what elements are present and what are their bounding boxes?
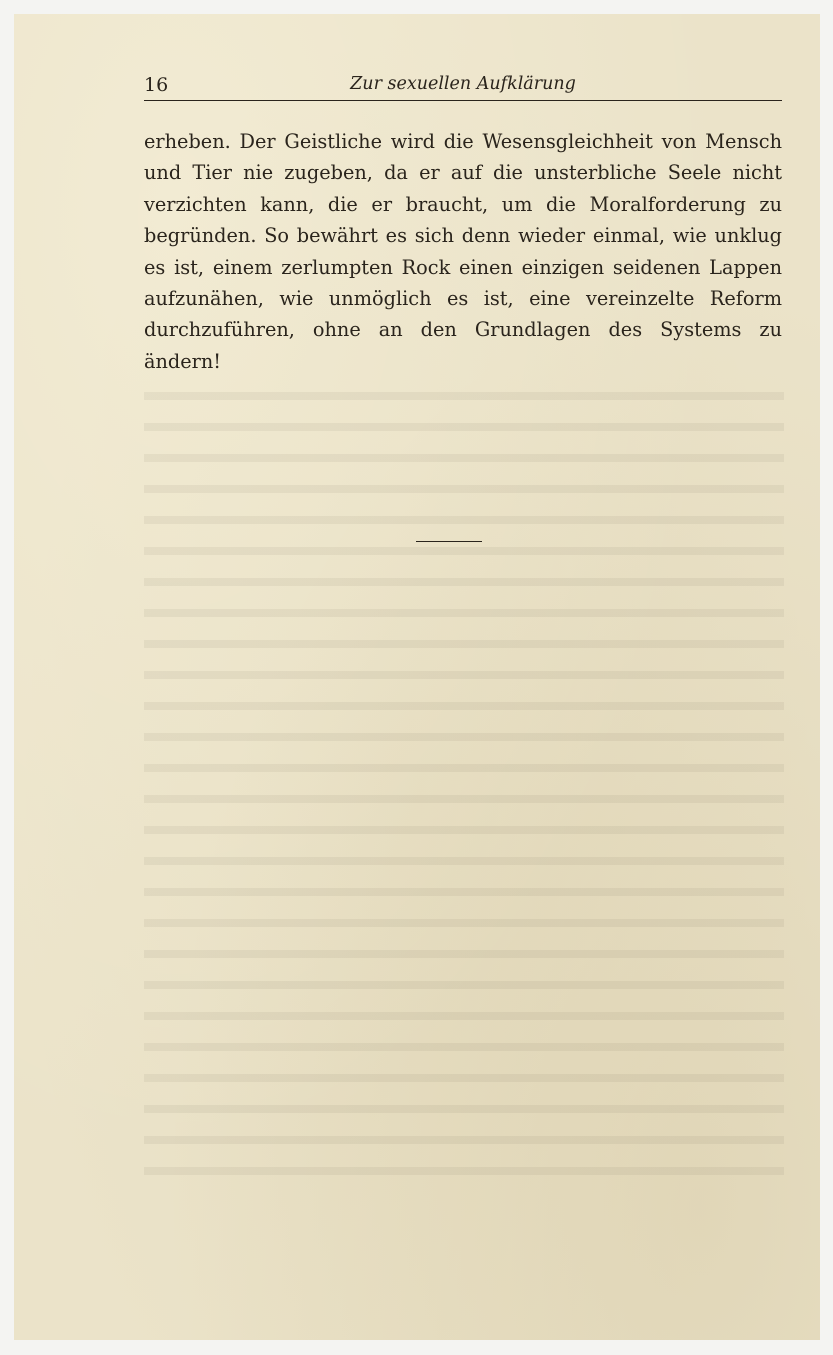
- text-line: aufzunähen, wie unmöglich es ist, eine vereinzelte Reform: [144, 287, 782, 311]
- text-line: begründen. So bewährt es sich denn wieder einmal, wie unklug: [144, 224, 782, 248]
- text-line: und Tier nie zugeben, da er auf die unsterbliche Seele nicht: [144, 161, 782, 185]
- running-title: Zur sexuellen Aufklärung: [350, 74, 576, 94]
- text-line: ändern!: [144, 349, 222, 373]
- text-line: verzichten kann, die er braucht, um die Moralforderung zu: [144, 192, 782, 216]
- running-head: [144, 72, 782, 101]
- page-number: 16: [144, 74, 169, 96]
- section-end-rule: [416, 541, 482, 542]
- body-paragraph: [144, 126, 782, 377]
- text-line: es ist, einem zerlumpten Rock einen einzigen seidenen Lappen: [144, 255, 782, 279]
- text-line: erheben. Der Geistliche wird die Wesensgleichheit von Mensch: [144, 130, 782, 153]
- text-line: durchzuführen, ohne an den Grundlagen des Systems zu: [144, 318, 782, 342]
- show-through-bleed: [144, 380, 784, 1180]
